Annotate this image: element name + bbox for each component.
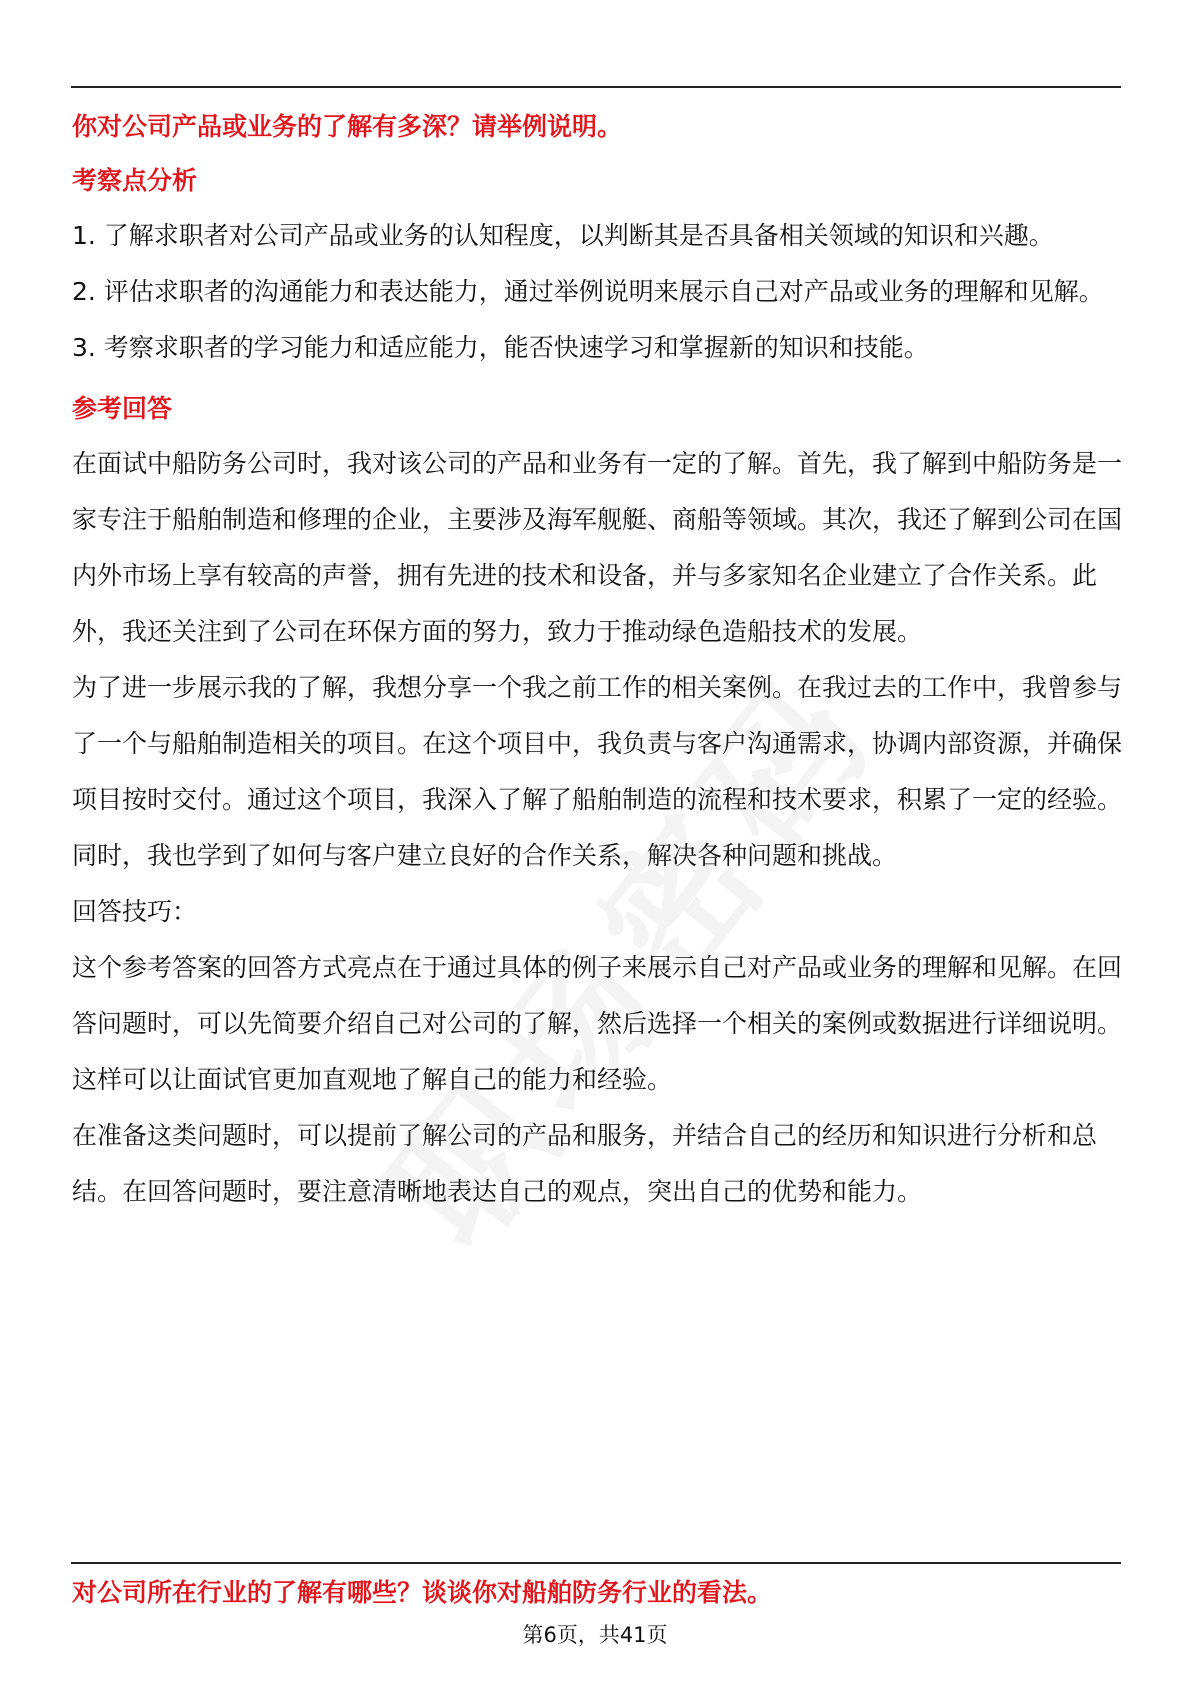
tips-paragraph: 这个参考答案的回答方式亮点在于通过具体的例子来展示自己对产品或业务的理解和见解。在回答问题时，可以先简要介绍自己对公司的了解，然后选择一个相关的案例或数据进行详细说明。这样可以让面试官更加直观地了解自己的能力和经验。 [72,953,1123,1094]
reference-heading: 参考回答 [72,394,173,423]
main-content [72,100,1122,1220]
analysis-item: 1. 了解求职者对公司产品或业务的认知程度，以判断其是否具备相关领域的知识和兴趣。 [72,221,1054,250]
next-question-title: 对公司所在行业的了解有哪些？谈谈你对船舶防务行业的看法。 [72,1578,773,1607]
analysis-item: 3. 考察求职者的学习能力和适应能力，能否快速学习和掌握新的知识和技能。 [72,333,929,362]
analysis-heading: 考察点分析 [72,166,198,195]
tips-paragraph: 在准备这类问题时，可以提前了解公司的产品和服务，并结合自己的经历和知识进行分析和总结。在回答问题时，要注意清晰地表达自己的观点，突出自己的优势和能力。 [72,1121,1098,1206]
reference-paragraph: 在面试中船防务公司时，我对该公司的产品和业务有一定的了解。首先，我了解到中船防务是一家专注于船舶制造和修理的企业，主要涉及海军舰艇、商船等领域。其次，我还了解到公司在国内外市场上享有较高的声誉，拥有先进的技术和设备，并与多家知名企业建立了合作关系。此外，我还关注到了公司在环保方面的努力，致力于推动绿色造船技术的发展。 [72,449,1123,646]
reference-paragraph: 为了进一步展示我的了解，我想分享一个我之前工作的相关案例。在我过去的工作中，我曾参与了一个与船舶制造相关的项目。在这个项目中，我负责与客户沟通需求，协调内部资源，并确保项目按时交付。通过这个项目，我深入了解了船舶制造的流程和技术要求，积累了一定的经验。同时，我也学到了如何与客户建立良好的合作关系，解决各种问题和挑战。 [72,673,1123,870]
analysis-item: 2. 评估求职者的沟通能力和表达能力，通过举例说明来展示自己对产品或业务的理解和见解。 [72,277,1104,306]
question-title: 你对公司产品或业务的了解有多深？请举例说明。 [72,112,623,141]
bottom-divider [71,1562,1121,1564]
top-divider [71,86,1121,88]
page-number: 第6页，共41页 [522,1623,668,1647]
tips-heading: 回答技巧： [72,897,198,926]
